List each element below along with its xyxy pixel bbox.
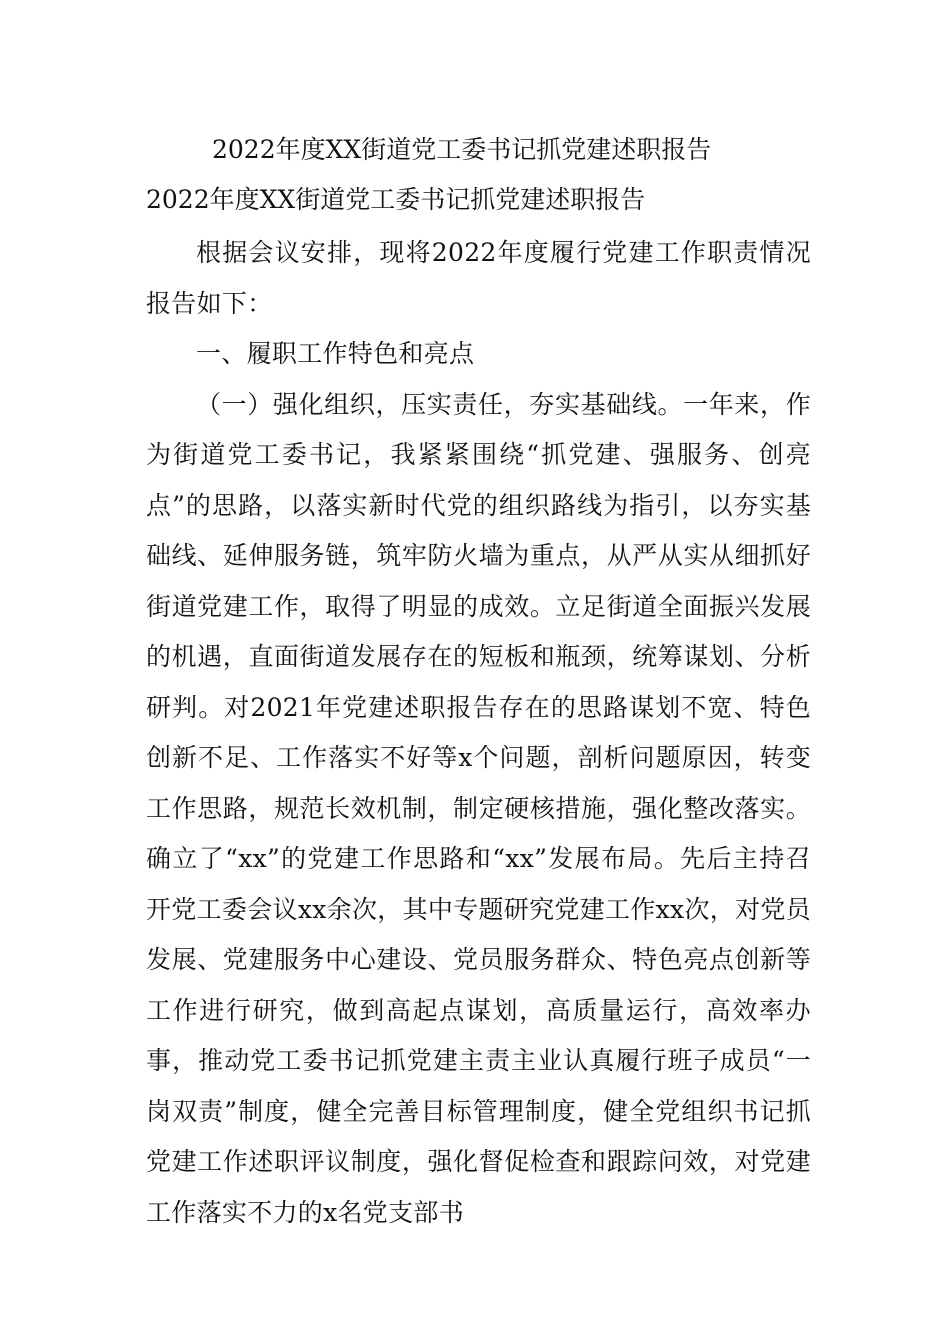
document-subtitle: 2022年度XX街道党工委书记抓党建述职报告	[146, 185, 646, 214]
document-body	[146, 228, 811, 1238]
document-title: 2022年度XX街道党工委书记抓党建述职报告	[212, 135, 712, 164]
section-heading: 一、履职工作特色和亮点	[196, 339, 475, 368]
paragraph-body: （一）强化组织，压实责任，夯实基础线。一年来，作为街道党工委书记，我紧紧围绕“抓党建、强服务、创亮点”的思路，以落实新时代党的组织路线为指引，以夯实基础线、延伸服务链，筑牢防火墙为重点，从严从实从细抓好街道党建工作，取得了明显的成效。立足街道全面振兴发展的机遇，直面街道发展存在的短板和瓶颈，统筹谋划、分析研判。对2021年党建述职报告存在的思路谋划不宽、特色创新不足、工作落实不好等x个问题，剖析问题原因，转变工作思路，规范长效机制，制定硬核措施，强化整改落实。确立了“xx”的党建工作思路和“xx”发展布局。先后主持召开党工委会议xx余次，其中专题研究党建工作xx次，对党员发展、党建服务中心建设、党员服务群众、特色亮点创新等工作进行研究，做到高起点谋划，高质量运行，高效率办事，推动党工委书记抓党建主责主业认真履行班子成员“一岗双责”制度，健全完善目标管理制度，健全党组织书记抓党建工作述职评议制度，强化督促检查和跟踪问效，对党建工作落实不力的x名党支部书	[146, 389, 811, 1227]
paragraph-intro: 根据会议安排，现将2022年度履行党建工作职责情况报告如下：	[146, 238, 811, 318]
